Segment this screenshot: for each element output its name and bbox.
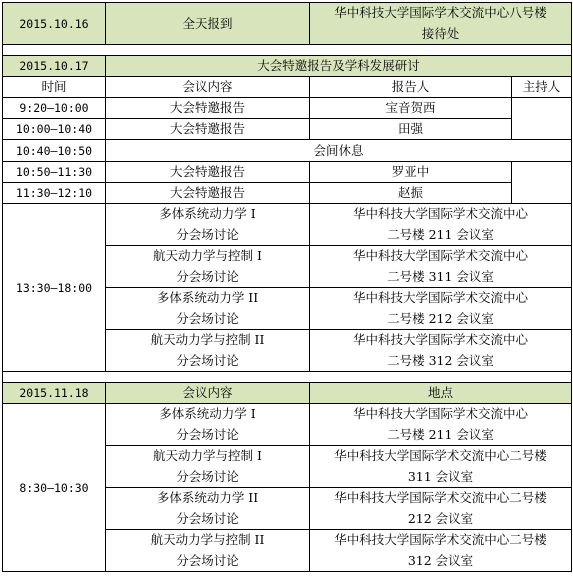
session-location <box>310 404 572 446</box>
host-cell <box>512 98 572 140</box>
break-time: 10:40—10:50 <box>3 140 106 162</box>
day2-title: 大会特邀报告及学科发展研讨 <box>106 56 572 77</box>
session-topic <box>106 530 310 572</box>
day1-date: 2015.10.16 <box>3 3 106 45</box>
session-topic <box>106 246 310 288</box>
day1-location <box>310 3 572 45</box>
session-location <box>310 204 572 246</box>
session-location-line1: 华中科技大学国际学术交流中心二号楼 <box>334 448 547 463</box>
talk-speaker: 罗亚中 <box>310 162 512 183</box>
day1-row <box>3 3 572 45</box>
talk-content: 大会特邀报告 <box>106 183 310 204</box>
session-topic-name: 多体系统动力学 II <box>156 290 259 305</box>
talk-row <box>3 119 572 140</box>
talk-row <box>3 98 572 119</box>
session-topic-sub: 分会场讨论 <box>176 468 239 484</box>
day2-header-row <box>3 77 572 98</box>
session-topic-name: 多体系统动力学 II <box>156 490 259 505</box>
session-location <box>310 530 572 572</box>
header-content: 会议内容 <box>106 77 310 98</box>
session-location-line1: 华中科技大学国际学术交流中心 <box>353 290 529 305</box>
schedule-table <box>2 2 572 572</box>
header-host: 主持人 <box>512 77 572 98</box>
spacer-row <box>3 372 572 383</box>
session-location <box>310 446 572 488</box>
session-location-line1: 华中科技大学国际学术交流中心二号楼 <box>334 532 547 547</box>
session-location-line1: 华中科技大学国际学术交流中心 <box>353 406 529 421</box>
session-location-line1: 华中科技大学国际学术交流中心 <box>353 206 529 221</box>
talk-row <box>3 162 572 183</box>
spacer-row <box>3 45 572 56</box>
session-topic-sub: 分会场讨论 <box>176 510 239 526</box>
day3-header-content: 会议内容 <box>106 383 310 404</box>
session-topic <box>106 330 310 372</box>
session-location-line2: 212 会议室 <box>407 510 474 526</box>
session-topic-name: 航天动力学与控制 II <box>150 532 265 547</box>
day2-date: 2015.10.17 <box>3 56 106 77</box>
talk-time: 10:50—11:30 <box>3 162 106 183</box>
session-topic-name: 多体系统动力学 I <box>159 406 256 421</box>
session-location-line2: 二号楼 211 会议室 <box>387 426 494 442</box>
header-speaker: 报告人 <box>310 77 512 98</box>
session-location <box>310 288 572 330</box>
session-topic-name: 航天动力学与控制 I <box>153 248 262 263</box>
session-location <box>310 246 572 288</box>
session-topic-sub: 分会场讨论 <box>176 552 239 568</box>
session-topic <box>106 446 310 488</box>
session-topic-name: 航天动力学与控制 II <box>150 332 265 347</box>
day1-location-line2: 接待处 <box>421 25 460 41</box>
break-label: 会间休息 <box>106 140 572 162</box>
session-topic-sub: 分会场讨论 <box>176 268 239 284</box>
talk-content: 大会特邀报告 <box>106 98 310 119</box>
session-location-line1: 华中科技大学国际学术交流中心二号楼 <box>334 490 547 505</box>
session-location-line1: 华中科技大学国际学术交流中心 <box>353 332 529 347</box>
break-row <box>3 140 572 162</box>
day1-event: 全天报到 <box>106 3 310 45</box>
session-location-line1: 华中科技大学国际学术交流中心 <box>353 248 529 263</box>
talk-time: 11:30—12:10 <box>3 183 106 204</box>
day3-header-row <box>3 383 572 404</box>
host-cell <box>512 162 572 204</box>
talk-time: 10:00—10:40 <box>3 119 106 140</box>
talk-content: 大会特邀报告 <box>106 162 310 183</box>
afternoon-time: 13:30—18:00 <box>3 204 106 372</box>
day1-location-line1: 华中科技大学国际学术交流中心八号楼 <box>334 5 547 20</box>
talk-speaker: 宝音贺西 <box>310 98 512 119</box>
session-topic <box>106 204 310 246</box>
header-time: 时间 <box>3 77 106 98</box>
session-topic-sub: 分会场讨论 <box>176 226 239 242</box>
session-topic <box>106 288 310 330</box>
session-topic-sub: 分会场讨论 <box>176 310 239 326</box>
session-location-line2: 二号楼 212 会议室 <box>387 310 494 326</box>
session-row <box>3 404 572 446</box>
session-location <box>310 330 572 372</box>
talk-row <box>3 183 572 204</box>
talk-content: 大会特邀报告 <box>106 119 310 140</box>
session-location <box>310 488 572 530</box>
day3-header-location: 地点 <box>310 383 572 404</box>
session-location-line2: 二号楼 312 会议室 <box>387 352 494 368</box>
session-location-line2: 312 会议室 <box>407 552 474 568</box>
session-row <box>3 204 572 246</box>
talk-speaker: 田强 <box>310 119 512 140</box>
session-topic <box>106 488 310 530</box>
session-location-line2: 311 会议室 <box>407 468 474 484</box>
session-topic-name: 航天动力学与控制 I <box>153 448 262 463</box>
session-location-line2: 二号楼 211 会议室 <box>387 226 494 242</box>
talk-time: 9:20—10:00 <box>3 98 106 119</box>
session-location-line2: 二号楼 311 会议室 <box>387 268 494 284</box>
session-topic-sub: 分会场讨论 <box>176 426 239 442</box>
talk-speaker: 赵振 <box>310 183 512 204</box>
morning-time: 8:30—10:30 <box>3 404 106 572</box>
session-topic-name: 多体系统动力学 I <box>159 206 256 221</box>
session-topic-sub: 分会场讨论 <box>176 352 239 368</box>
day3-date: 2015.11.18 <box>3 383 106 404</box>
day2-title-row <box>3 56 572 77</box>
session-topic <box>106 404 310 446</box>
